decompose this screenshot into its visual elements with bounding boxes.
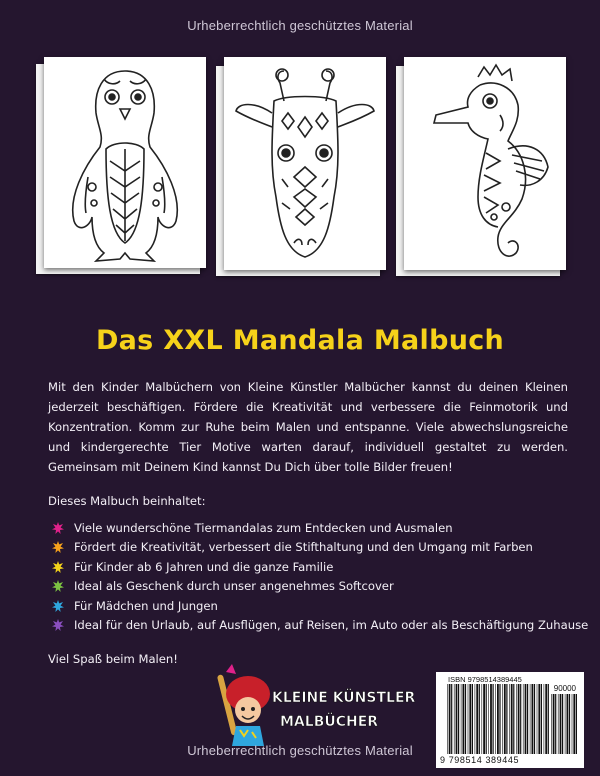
closing-text: Viel Spaß beim Malen!	[48, 652, 178, 666]
isbn-label: ISBN 9798514389445	[448, 675, 522, 684]
paint-splash-icon	[52, 561, 64, 573]
seahorse-mandala-icon	[404, 57, 566, 270]
book-title: Das XXL Mandala Malbuch	[95, 325, 505, 356]
list-item	[52, 616, 588, 636]
logo-line1: KLEINE KÜNSTLER	[272, 690, 416, 706]
price-code: 90000	[553, 684, 576, 693]
list-item	[52, 596, 588, 616]
feature-text: Für Mädchen und Jungen	[74, 598, 218, 613]
paint-splash-icon	[52, 522, 64, 534]
barcode-bars	[446, 684, 550, 754]
list-item	[52, 538, 588, 558]
contents-heading: Dieses Malbuch beinhaltet:	[48, 494, 206, 508]
list-item	[52, 518, 588, 538]
feature-text: Ideal als Geschenk durch unser angenehmes Softcover	[74, 579, 394, 594]
watermark-top: Urheberrechtlich geschütztes Material	[187, 18, 413, 33]
watermark-bottom: Urheberrechtlich geschütztes Material	[187, 743, 413, 758]
description-text: Mit den Kinder Malbüchern von Kleine Künstler Malbücher kannst du deinen Kleinen jederzeit beschäftigen. Fördere die Kreativität und verbessere die Feinmotorik und Konzentration. Komm zur Ruhe beim Malen und entspanne. Viele abwechslungsreiche und kindergerechte Tier Motive warten darauf, individuell gestaltet zu werden. Gemeinsam mit Deinem Kind kannst Du Dich über tolle Bilder freuen!	[48, 380, 568, 474]
list-item	[52, 557, 588, 577]
publisher-logo	[218, 664, 416, 746]
feature-text: Viele wunderschöne Tiermandalas zum Entdecken und Ausmalen	[74, 520, 453, 535]
penguin-mandala-icon	[44, 57, 206, 268]
feature-list	[52, 518, 588, 635]
giraffe-mandala-icon	[224, 57, 386, 270]
artist-child-icon	[218, 664, 416, 746]
barcode-digits: 9 798514 389445	[440, 755, 520, 765]
paint-splash-icon	[52, 541, 64, 553]
feature-text: Fördert die Kreativität, verbessert die Stifthaltung und den Umgang mit Farben	[74, 540, 533, 555]
list-item	[52, 577, 588, 597]
barcode-addon-bars	[550, 694, 578, 754]
paint-splash-icon	[52, 600, 64, 612]
paint-splash-icon	[52, 580, 64, 592]
feature-text: Ideal für den Urlaub, auf Ausflügen, auf Reisen, im Auto oder als Beschäftigung Zuhause	[74, 618, 589, 633]
logo-line2: MALBÜCHER	[280, 714, 379, 730]
isbn-barcode	[436, 672, 584, 768]
paint-splash-icon	[52, 619, 64, 631]
feature-text: Für Kinder ab 6 Jahren und die ganze Familie	[74, 559, 334, 574]
